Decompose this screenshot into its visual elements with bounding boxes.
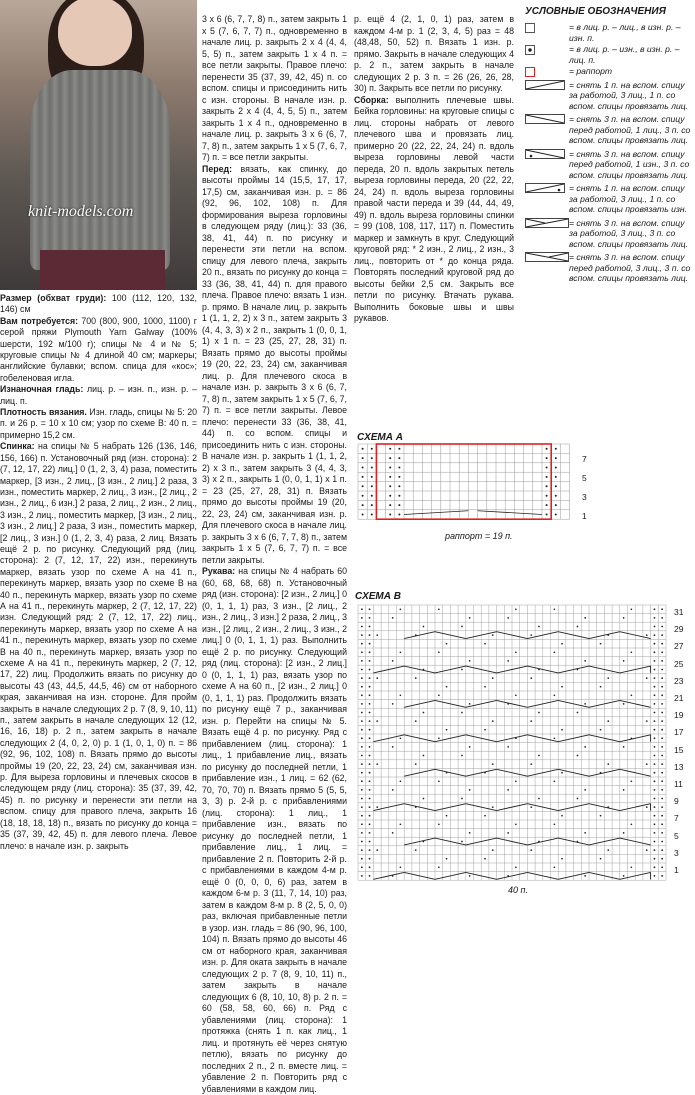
chart-b-row-number: 23 bbox=[674, 675, 684, 686]
legend-item: = снять 3 п. на вспом. спицу за работой, 3 лиц., 3 п. со вспом. спицы провязать лиц. bbox=[525, 218, 693, 250]
legend-item: = снять 3 п. на вспом. спицу перед работой, 3 лиц., 3 п. со вспом. спицы провязать лиц. bbox=[525, 252, 693, 284]
materials-value: 700 (800, 900, 1000, 1100) г серой пряжи Plymouth Yarn Galway (100% шерсти, 192 м/100 г); спицы № 4 и № 5; круговые спицы № 4 длиной 40 см; маркеры; английские булавки; вспом. спица для «кос»; гобеленовая игла. bbox=[0, 315, 197, 383]
model-photo bbox=[0, 0, 197, 290]
chart-b-row-number: 31 bbox=[674, 607, 684, 617]
assembly-value: выполнить плечевые швы. Бейка горловины: на круговые спицы с лиц. стороны набрать от левого плечевого шва и провязать лиц. примерно 20 (22, 22, 24, 24) п. вдоль выреза горловины левой части переда, 20 п. вдоль закрытых петель выреза горловины переда, 20 (22, 22, 24, 24) п. вдоль выреза горловины правой части переда и 39 (44, 44, 49, 49) п. вдоль выреза горловины спинки = 99 (108, 108, 117, 117) п. Поместить маркер и замкнуть в круг. Следующий круговой ряд: * 2 изн., 2 лиц., 2 изн., 3 лиц., повторить от * до конца ряда. Повторять последний круговой ряд до высоты бейки 2,5 см. Закрыть все петли по рисунку. Втачать рукава. Выполнить боковые швы и швы рукавов. bbox=[354, 94, 514, 323]
chart-b-grid bbox=[357, 604, 671, 884]
legend-item: = снять 3 п. на вспом. спицу перед работой, 1 лиц., 3 п. со вспом. спицы провязать лиц. bbox=[525, 114, 693, 146]
legend-item: = снять 1 п. на вспом. спицу за работой, 3 лиц., 1 п. со вспом. спицы провязать изн. bbox=[525, 183, 693, 215]
chart-b-row-number: 9 bbox=[674, 796, 679, 807]
sleeves-value: на спицы № 4 набрать 60 (60, 68, 68, 68) п. Установочный ряд (изн. сторона): [2 изн., 2 лиц.] 0 (0, 1, 1, 1) раз, 3 изн., [2 лиц., 2 изн., 2 лиц., 3 изн.] 2 раза, 2 лиц., 3 изн., [2 лиц., 2 изн., 2 лиц., 3 изн., 2 лиц.] 0 (0, 1, 1, 1) раз. Выполнить ещё 2 р. по рисунку. Следующий ряд (лиц. сторона): [2 изн., 2 лиц.] 0 (0, 1, 1, 1) раз, вязать узор по схеме А на 60 п., [2 изн., 2 лиц.] 0 (0, 1, 1, 1) раз. Продолжить вязать по рисунку ещё 7 р., заканчивая изн. р. Перейти на спицы № 5. Вязать ещё 4 р. по рисунку. Ряд с прибавлением (лиц. сторона): 1 лиц., 1 прибавление лиц., вязать по рисунку до последней петли, 1 прибавление изн., 1 лиц. = 62 (62, 70, 70, 70) п. Вязать прямо 5 (5, 5, 3, 3) р. 2-й р. с прибавлениями (лиц. сторона): 1 лиц., 1 прибавление изн., вязать по рисунку до последней петли, 1 прибавление лиц., 1 лиц. = прибавление 2 п. Повторить 2-й р. с прибавлениями в каждом 4-м р. ещё 0 (0, 0, 0, 6) раз, затем в каждом 6-м р. 3 (11, 7, 14, 10) раз, затем в каждом 8-м р. 8 (2, 5, 0, 0) раз, включая прибавленные петли в узор. изн. гладь = 86 (90, 96, 100, 104) п. Вязать прямо до высоты 46 см от наборного края, заканчивая изн. р. Для оката закрыть в начале следующих 2 р. 7 (8, 9, 10, 11) п., затем закрыть в начале следующих 6 (8, 10, 10, 8) р. 2 п. = 60 (58, 58, 60, 66) п. Ряд с убавлениями (лиц. сторона): 1 протяжка (снять 1 п. как лиц., 1 лиц. и протянуть её через снятую петлю), вязать по рисунку до последних 2 п., 2 п. вместе лиц. = убавление 2 п. Повторить ряд с убавлениями в каждом лиц. bbox=[202, 566, 347, 1094]
middle-para-1: 3 х 6 (6, 7, 7, 8) п., затем закрыть 1 х 5 (7, 6, 7, 7) п., одновременно в начале лиц. р. закрыть 2 х 4 (4, 4, 5, 5) п., затем закрыть 1 х 4 п. = все петли закрыты. Правое плечо: перенести 35 (37, 39, 42, 45) п. со вспом. спицы и присоединить нить с изн. стороны. В начале изн. р. закрыть 2 х 4 (4, 4, 5, 5) п., затем закрыть 1 х 4 п., одновременно в начале лиц. р. закрыть 3 х 6 (6, 7, 7, 8) п., затем закрыть 1 х 5 (7, 6, 7, 7) п. = все петли закрыты. bbox=[202, 14, 347, 162]
middle-column bbox=[202, 14, 347, 1095]
materials-label: Вам потребуется: bbox=[0, 315, 79, 326]
chart-b-row-number: 17 bbox=[674, 727, 684, 738]
legend-item: = в лиц. р. – изн., в изн. р. – лиц. п. bbox=[525, 44, 693, 65]
cable-3-3-left-icon bbox=[525, 252, 569, 262]
sleeves-label: Рукава: bbox=[202, 566, 236, 576]
cable-3-1-purl-left-icon bbox=[525, 149, 569, 159]
legend bbox=[525, 22, 693, 285]
chart-b-row-number: 29 bbox=[674, 624, 684, 635]
watermark: knit-models.com bbox=[28, 203, 134, 220]
chart-b-row-number: 5 bbox=[674, 830, 679, 841]
left-column bbox=[0, 293, 197, 852]
chart-a-row-number: 5 bbox=[582, 473, 587, 484]
chart-b-row-number: 19 bbox=[674, 710, 684, 721]
chart-b-row-number: 7 bbox=[674, 813, 679, 824]
legend-title: УСЛОВНЫЕ ОБОЗНАЧЕНИЯ bbox=[525, 6, 666, 17]
chart-b-row-number: 21 bbox=[674, 693, 684, 703]
chart-b-caption: 40 п. bbox=[508, 885, 528, 895]
chart-b-row-number: 27 bbox=[674, 641, 684, 652]
chart-b-row-number: 11 bbox=[674, 779, 683, 789]
knit-stitch-icon bbox=[525, 22, 569, 32]
chart-b-row-number: 13 bbox=[674, 761, 684, 772]
chart-b-row-number: 3 bbox=[674, 847, 679, 858]
chart-a-row-number: 3 bbox=[582, 491, 587, 502]
chart-a-row-number: 7 bbox=[582, 454, 587, 465]
stockinette-value: лиц. р. – изн. п., изн. р. – лиц. п. bbox=[0, 384, 197, 406]
chart-b-title: СХЕМА В bbox=[355, 591, 401, 602]
legend-item: = снять 3 п. на вспом. спицу перед работой, 1 изн., 3 п. со вспом. спицы провязать лиц. bbox=[525, 149, 693, 181]
legend-item: = в лиц. р. – лиц., в изн. р. – изн. п. bbox=[525, 22, 693, 43]
gauge-label: Плотность вязания. bbox=[0, 407, 87, 418]
chart-a-caption: раппорт = 19 п. bbox=[445, 531, 513, 541]
stockinette-label: Изнаночная гладь: bbox=[0, 384, 84, 395]
purl-stitch-icon bbox=[525, 44, 569, 54]
cable-1-3-right-icon bbox=[525, 80, 569, 90]
repeat-icon bbox=[525, 66, 569, 76]
cable-3-3-right-icon bbox=[525, 218, 569, 228]
gauge-value: Изн. гладь, спицы № 5: 20 п. и 26 р. = 10 х 10 см; узор по схеме В: 40 п. = примерно 15,2 см. bbox=[0, 407, 197, 440]
size-label: Размер (обхват груди): bbox=[0, 293, 107, 303]
right-column bbox=[354, 14, 514, 325]
chart-b-row-number: 25 bbox=[674, 658, 684, 669]
chart-b-row-number: 1 bbox=[674, 865, 679, 875]
legend-item: = снять 1 п. на вспом. спицу за работой, 3 лиц., 1 п. со вспом. спицы провязать лиц. bbox=[525, 80, 693, 112]
size-value: 100 (112, 120, 132, 146) см bbox=[0, 293, 197, 315]
assembly-label: Сборка: bbox=[354, 94, 389, 105]
cable-1-3-purl-right-icon bbox=[525, 183, 569, 193]
front-value: вязать, как спинку, до высоты проймы 14 (15,5, 17, 17, 17,5) см, заканчивая изн. р. = 86 (92, 96, 102, 108) п. Для формирования выреза горловины в следующем ряду (лиц.): 33 (36, 38, 41, 44) п. по рисунку и перенести эти петли на вспом. спицу для левого плеча, закрыть 20 п., вязать по рисунку до конца = 33 (36, 38, 41, 44) п. для правого плеча. Правое плечо: вязать 1 изн. р. прямо. В начале лиц. р. закрыть 1 (1, 1, 2, 2) x 3 п., затем закрыть 3 (4, 4, 3, 3) x 2 п., закрыть 1 (0, 0, 1, 1) x 1 п. = 23 (25, 27, 28, 31) п. Вязать прямо до высоты проймы 19 (20, 22, 23, 24) см, заканчивая лиц. р. Для плечевого скоса в начале изн. р. закрыть 3 х 6 (6, 7, 7, 8) п., затем закрыть 1 х 5 (7, 6, 7, 7) п. = все петли закрыты. Левое плечо: перенести 33 (36, 38, 41, 44) п. со вспом. спицы и присоединить нить с изн. стороны. В начале изн. р. закрыть 1 (1, 1, 2, 2) x 3 п., затем закрыть 3 (4, 4, 3, 3) x 2 п., закрыть 1 (0, 0, 1, 1) x 1 п. = 23 (25, 27, 28, 31) п. Вязать прямо до высоты проймы 19 (20, 22, 23, 24) см, заканчивая изн. р. Для плечевого скоса в начале лиц. р. закрыть 3 х 6 (6, 7, 7, 8) п., затем закрыть 1 х 5 (7, 6, 7, 7) п. = все петли закрыты. bbox=[202, 163, 347, 565]
chart-b-row-number: 15 bbox=[674, 744, 684, 755]
chart-a-title: СХЕМА А bbox=[357, 432, 403, 443]
chart-a-grid bbox=[357, 443, 587, 523]
front-label: Перед: bbox=[202, 163, 232, 174]
back-label: Спинка: bbox=[0, 441, 35, 452]
legend-item: = раппорт bbox=[525, 66, 693, 77]
cable-3-1-left-icon bbox=[525, 114, 569, 124]
back-value: на спицы № 5 набрать 126 (136, 146, 156, 166) п. Установочный ряд (изн. сторона): 2 (7, 12, 17, 22) лиц.] 0 (1, 2, 3, 4) раза, поместить маркер, [3 изн., 2 лиц., [3 изн., 2 лиц.] 2 раза, 3 изн., поместить маркер, 2 лиц., 3 изн., [2 лиц., 2 изн., 2 лиц., 6 изн.] 2 раза, 2 лиц., 2 изн., 2 лиц., 3 изн., 2 лиц., поместить маркер, [3 изн., 2 лиц., 3 изн., 2 лиц.] 2 раза, 3 изн., поместить маркер, [2 лиц., 3 изн.] 0 (1, 2, 3, 4) раза, 2 лиц. Вязать ещё 2 р. по рисунку. Следующий ряд (лиц. сторона): 2 (7, 12, 17, 22) изн., перекинуть маркер, вязать узор по схеме А на 41 п., перекинуть маркер, вязать узор по схеме В на 40 п., перекинуть маркер, вязать узор по схеме А на 41 п., перекинуть маркер, 2 (7, 12, 17, 22) изн. Следующий ряд: 2 (7, 12, 17, 22) лиц., перекинуть маркер, вязать узор по схеме А на 41 п., перекинуть маркер, вязать узор по схеме В на 40 п., перекинуть маркер, вязать узор по схеме А на 41 п., перекинуть маркер, 2 (7, 12, 17, 22) лиц. Продолжить вязать по рисунку до высоты 43 (43, 44,5, 44,5, 46) см от наборного края, заканчивая на изн. стороне. Для пройм закрыть в начале следующих 2 р. 7 (8, 9, 10, 11) п., затем закрыть в начале следующих 12 (12, 16, 16, 18) р. 2 п., затем закрыть в начале следующих 2 (4, 0, 2, 0) р. 1 (1, 0, 1, 0) п. = 86 (92, 96, 102, 108) п. Вязать прямо до высоты проймы 19 (20, 22, 23, 24) см, заканчивая изн. р. Для выреза горловины и плечевых скосов в следующем ряду (лиц. сторона): 35 (37, 39, 42, 45) п. по рисунку и перенести эти петли на вспом. спицу для правого плеча, закрыть 16 (18, 18, 18, 18) п., вязать по рисунку до конца = 35 (37, 39, 42, 45) п. для левого плеча. Левое плечо: в начале изн. р. закрыть bbox=[0, 441, 197, 851]
right-para-1: р. ещё 4 (2, 1, 0, 1) раз, затем в каждом 4-м р. 1 (2, 3, 4, 5) раз = 48 (48,48, 50, 52) п. Вязать 1 изн. р. прямо. Закрыть в начале следующих 4 р. 2 п., затем закрыть в начале следующих 2 р. 3 п. = 26 (26, 26, 28, 30) п. Закрыть все петли по рисунку. bbox=[354, 14, 514, 93]
chart-a-row-number: 1 bbox=[582, 510, 587, 521]
